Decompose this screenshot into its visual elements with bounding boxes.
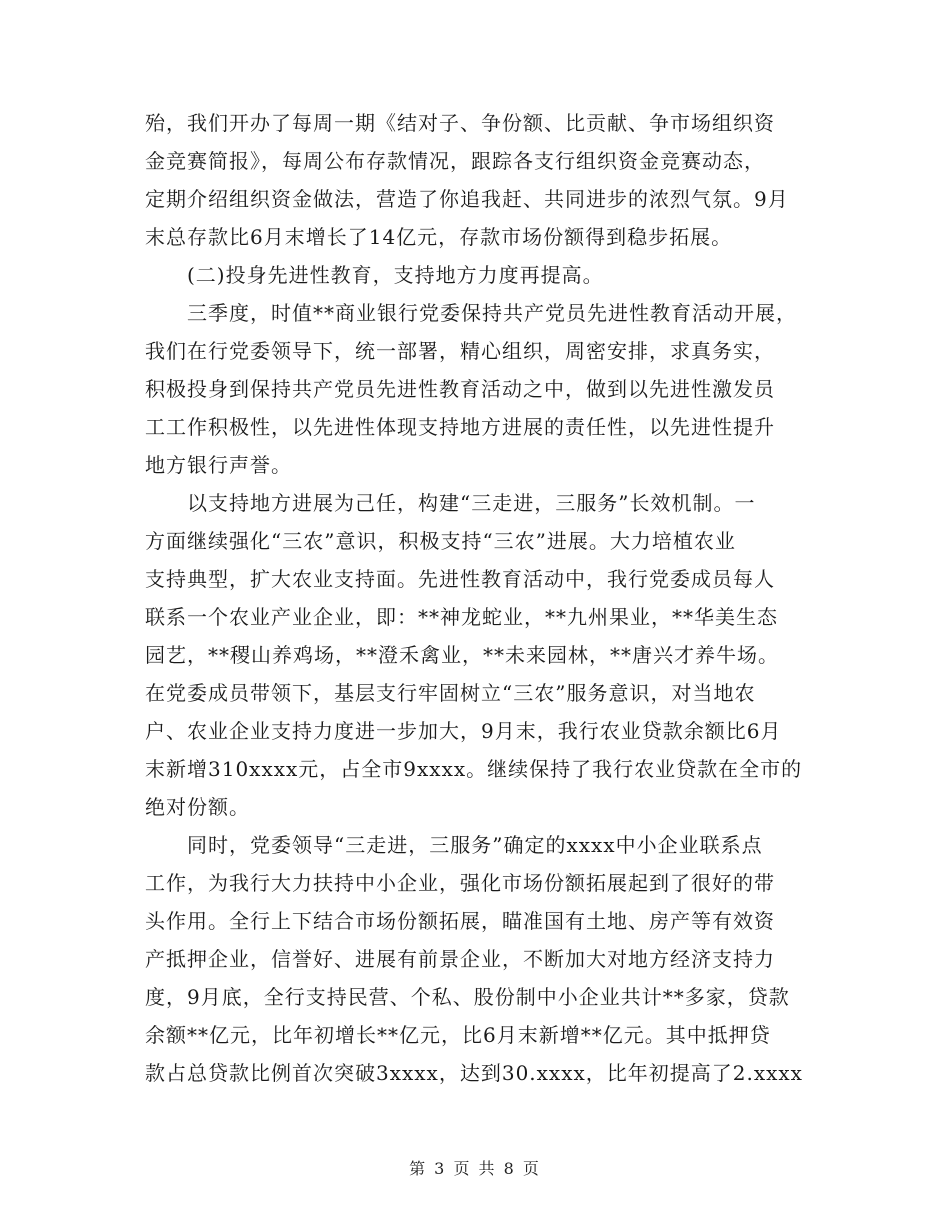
text-line: 末总存款比6月末增长了14亿元，存款市场份额得到稳步拓展。 (145, 225, 733, 249)
text-line: 方面继续强化“三农”意识，积极支持“三农”进展。大力培植农业 (145, 529, 736, 553)
section-heading: (二)投身先进性教育，支持地方力度再提高。 (187, 263, 604, 287)
document-body (145, 104, 807, 1092)
text-line: 支持典型，扩大农业支持面。先进性教育活动中，我行党委成员每人 (145, 567, 775, 591)
text-line: 款占总贷款比例首次突破3xxxx，达到30.xxxx，比年初提高了2.xxxx (145, 1061, 803, 1085)
text-line: 绝对份额。 (145, 795, 250, 819)
page-footer: 第 3 页 共 8 页 (409, 1159, 541, 1178)
text-line: 末新增310xxxx元，占全市9xxxx。继续保持了我行农业贷款在全市的 (145, 757, 803, 781)
text-line: 余额**亿元，比年初增长**亿元，比6月末新增**亿元。其中抵押贷 (145, 1023, 771, 1047)
text-line: 头作用。全行上下结合市场份额拓展，瞄准国有土地、房产等有效资 (145, 909, 775, 933)
text-line: 园艺，**稷山养鸡场，**澄禾禽业，**未来园林，**唐兴才养牛场。 (145, 643, 779, 667)
text-line: 我们在行党委领导下，统一部署，精心组织，周密安排，求真务实， (145, 339, 775, 363)
text-line: 定期介绍组织资金做法，营造了你追我赶、共同进步的浓烈气氛。9月 (145, 187, 789, 211)
text-line: 联系一个农业产业企业，即：**神龙蛇业，**九州果业，**华美生态 (145, 605, 778, 629)
text-line: 金竞赛简报》，每周公布存款情况，跟踪各支行组织资金竞赛动态， (145, 149, 765, 173)
text-line: 地方银行声誉。 (145, 453, 292, 477)
text-line: 积极投身到保持共产党员先进性教育活动之中，做到以先进性激发员 (145, 377, 775, 401)
text-line: 三季度，时值**商业银行党委保持共产党员先进性教育活动开展， (187, 301, 797, 325)
text-line: 工作，为我行大力扶持中小企业，强化市场份额拓展起到了很好的带 (145, 871, 775, 895)
text-line: 殆，我们开办了每周一期《结对子、争份额、比贡献、争市场组织资 (145, 111, 775, 135)
text-line: 以支持地方进展为己任，构建“三走进，三服务”长效机制。一 (187, 491, 756, 515)
text-line: 户、农业企业支持力度进一步加大，9月末，我行农业贷款余额比6月 (145, 719, 782, 743)
text-line: 在党委成员带领下，基层支行牢固树立“三农”服务意识，对当地农 (145, 681, 756, 705)
text-line: 工工作积极性，以先进性体现支持地方进展的责任性，以先进性提升 (145, 415, 775, 439)
text-line: 度，9月底，全行支持民营、个私、股份制中小企业共计**多家，贷款 (145, 985, 790, 1009)
text-line: 同时，党委领导“三走进，三服务”确定的xxxx中小企业联系点 (187, 833, 763, 857)
text-line: 产抵押企业，信誉好、进展有前景企业，不断加大对地方经济支持力 (145, 947, 775, 971)
